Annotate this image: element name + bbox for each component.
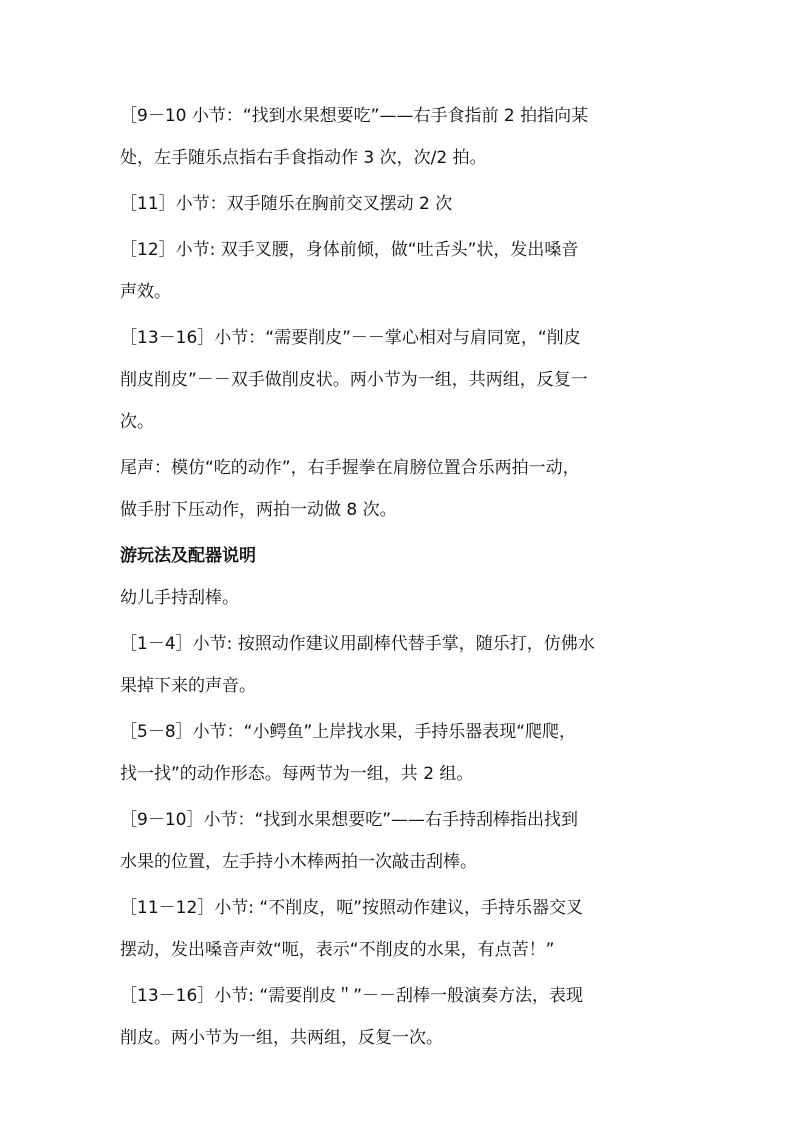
paragraph-line: 做手肘下压动作，两拍一动做 8 次。 <box>120 500 397 520</box>
paragraph-line: 处，左手随乐点指右手食指动作 3 次，次/2 拍。 <box>120 148 487 168</box>
paragraph-line: ［13－16］小节: “需要削皮＂”－－刮棒一般演奏方法，表现 <box>120 986 584 1006</box>
document-body <box>120 104 680 1050</box>
paragraph-line: 果掉下来的声音。 <box>120 676 256 696</box>
paragraph-line: ［11］小节：双手随乐在胸前交叉摆动 2 次 <box>120 194 453 214</box>
paragraph-line: 找一找”的动作形态。每两节为一组，共 2 组。 <box>120 764 474 784</box>
paragraph-line: 削皮削皮”－－双手做削皮状。两小节为一组，共两组，反复一 <box>120 370 588 390</box>
paragraph-line: 幼儿手持刮棒。 <box>120 588 239 608</box>
paragraph-line: ［12］小节: 双手叉腰，身体前倾，做“吐舌头”状，发出嗓音 <box>120 240 579 260</box>
paragraph-line: 摆动，发出嗓音声效“呃，表示“不削皮的水果，有点苦！” <box>120 940 555 960</box>
paragraph-line: 次。 <box>120 412 154 432</box>
section-heading: 游玩法及配器说明 <box>120 546 256 566</box>
paragraph-line: ［9－10 小节：“找到水果想要吃”——右手食指前 2 拍指向某 <box>120 106 589 126</box>
paragraph-line: ［1－4］小节: 按照动作建议用副棒代替手掌，随乐打，仿佛水 <box>120 634 595 654</box>
paragraph-line: 削皮。两小节为一组，共两组，反复一次。 <box>120 1028 443 1048</box>
paragraph-line: ［11－12］小节: “不削皮，呃”按照动作建议，手持乐器交叉 <box>120 898 584 918</box>
paragraph-line: ［5－8］小节：“小鳄鱼”上岸找水果，手持乐器表现“爬爬， <box>120 722 577 742</box>
paragraph-line: ［13－16］小节：“需要削皮”－－掌心相对与肩同宽，“削皮 <box>120 328 581 348</box>
paragraph-line: ［9－10］小节：“找到水果想要吃”——右手持刮棒指出找到 <box>120 810 579 830</box>
paragraph-line: 声效。 <box>120 282 171 302</box>
paragraph-line: 水果的位置，左手持小木棒两拍一次敲击刮棒。 <box>120 852 477 872</box>
paragraph-line: 尾声：模仿“吃的动作”，右手握拳在肩膀位置合乐两拍一动， <box>120 458 580 478</box>
